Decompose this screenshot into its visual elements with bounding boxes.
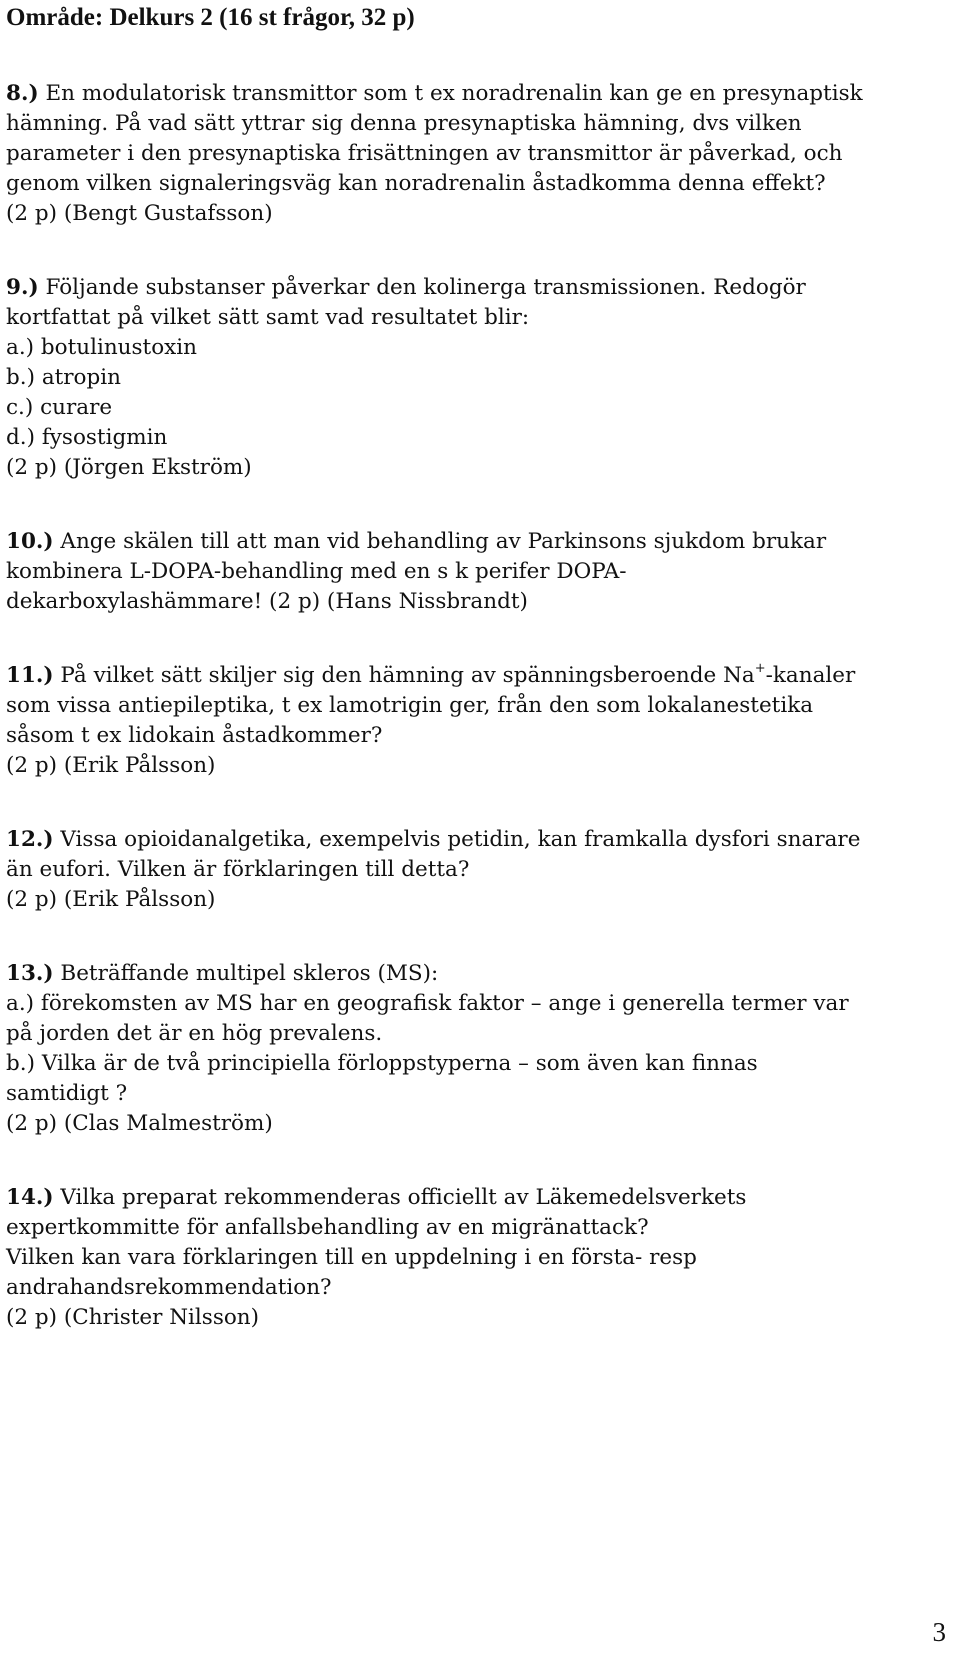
question-11-line-2: som vissa antiepileptika, t ex lamotrigin ger, från den som lokalanestetika <box>6 693 814 718</box>
question-12 <box>6 825 951 915</box>
question-12-number: 12.) <box>6 827 54 852</box>
question-8-line-2: hämning. På vad sätt yttrar sig denna presynaptiska hämning, dvs vilken <box>6 111 802 136</box>
question-11-line-3: såsom t ex lidokain åstadkommer? <box>6 723 383 748</box>
question-14-number: 14.) <box>6 1185 54 1210</box>
question-8-number: 8.) <box>6 81 39 106</box>
question-14-line-3: Vilken kan vara förklaringen till en uppdelning i en första- resp <box>6 1245 697 1270</box>
question-8-text: En modulatorisk transmittor som t ex noradrenalin kan ge en presynaptisk <box>38 81 863 106</box>
question-8-points: (2 p) (Bengt Gustafsson) <box>6 201 273 226</box>
question-9-item-c: c.) curare <box>6 395 113 420</box>
question-14-line-1 <box>6 1183 951 1213</box>
question-9-number: 9.) <box>6 275 39 300</box>
question-11-text: På vilket sätt skiljer sig den hämning av spänningsberoende Na <box>53 663 755 688</box>
question-9-line-2: kortfattat på vilket sätt samt vad resultatet blir: <box>6 305 530 330</box>
question-10-line-1 <box>6 527 951 557</box>
question-13-line-1 <box>6 959 951 989</box>
question-9-item-b: b.) atropin <box>6 365 121 390</box>
question-9 <box>6 273 951 483</box>
question-13 <box>6 959 951 1139</box>
question-9-line-1 <box>6 273 951 303</box>
exam-page <box>6 0 951 1377</box>
question-13-item-a: a.) förekomsten av MS har en geografisk faktor – ange i generella termer var <box>6 991 849 1016</box>
superscript-plus: + <box>754 661 766 676</box>
question-14-text: Vilka preparat rekommenderas officiellt av Läkemedelsverkets <box>53 1185 747 1210</box>
question-13-item-a-cont: på jorden det är en hög prevalens. <box>6 1021 383 1046</box>
question-11-points: (2 p) (Erik Pålsson) <box>6 753 216 778</box>
question-14 <box>6 1183 951 1333</box>
question-8-line-3: parameter i den presynaptiska frisättningen av transmittor är påverkad, och <box>6 141 843 166</box>
question-8-line-4: genom vilken signaleringsväg kan noradrenalin åstadkomma denna effekt? <box>6 171 826 196</box>
question-10 <box>6 527 951 617</box>
question-14-line-2: expertkommitte för anfallsbehandling av en migränattack? <box>6 1215 649 1240</box>
question-9-text: Följande substanser påverkar den kolinerga transmissionen. Redogör <box>38 275 806 300</box>
question-8-line-1 <box>6 79 951 109</box>
question-11-text-end: -kanaler <box>765 663 856 688</box>
question-12-points: (2 p) (Erik Pålsson) <box>6 887 216 912</box>
question-9-points: (2 p) (Jörgen Ekström) <box>6 455 252 480</box>
question-10-line-2: kombinera L-DOPA-behandling med en s k perifer DOPA- <box>6 559 627 584</box>
section-heading: Område: Delkurs 2 (16 st frågor, 32 p) <box>6 4 415 31</box>
question-10-number: 10.) <box>6 529 54 554</box>
question-10-line-3: dekarboxylashämmare! (2 p) (Hans Nissbrandt) <box>6 589 528 614</box>
question-10-text: Ange skälen till att man vid behandling av Parkinsons sjukdom brukar <box>53 529 827 554</box>
question-13-points: (2 p) (Clas Malmeström) <box>6 1111 273 1136</box>
question-9-item-d: d.) fysostigmin <box>6 425 168 450</box>
question-8 <box>6 79 951 229</box>
page-number: 3 <box>932 1617 946 1647</box>
question-11-number: 11.) <box>6 663 54 688</box>
question-13-number: 13.) <box>6 961 54 986</box>
question-13-item-b-cont: samtidigt ? <box>6 1081 128 1106</box>
question-13-item-b: b.) Vilka är de två principiella förloppstyperna – som även kan finnas <box>6 1051 758 1076</box>
question-14-line-4: andrahandsrekommendation? <box>6 1275 332 1300</box>
question-12-text: Vissa opioidanalgetika, exempelvis petidin, kan framkalla dysfori snarare <box>53 827 861 852</box>
question-11-line-1 <box>6 661 951 691</box>
question-11 <box>6 661 951 781</box>
question-12-line-2: än eufori. Vilken är förklaringen till detta? <box>6 857 470 882</box>
question-12-line-1 <box>6 825 951 855</box>
question-13-text: Beträffande multipel skleros (MS): <box>53 961 439 986</box>
question-9-item-a: a.) botulinustoxin <box>6 335 197 360</box>
question-14-points: (2 p) (Christer Nilsson) <box>6 1305 260 1330</box>
